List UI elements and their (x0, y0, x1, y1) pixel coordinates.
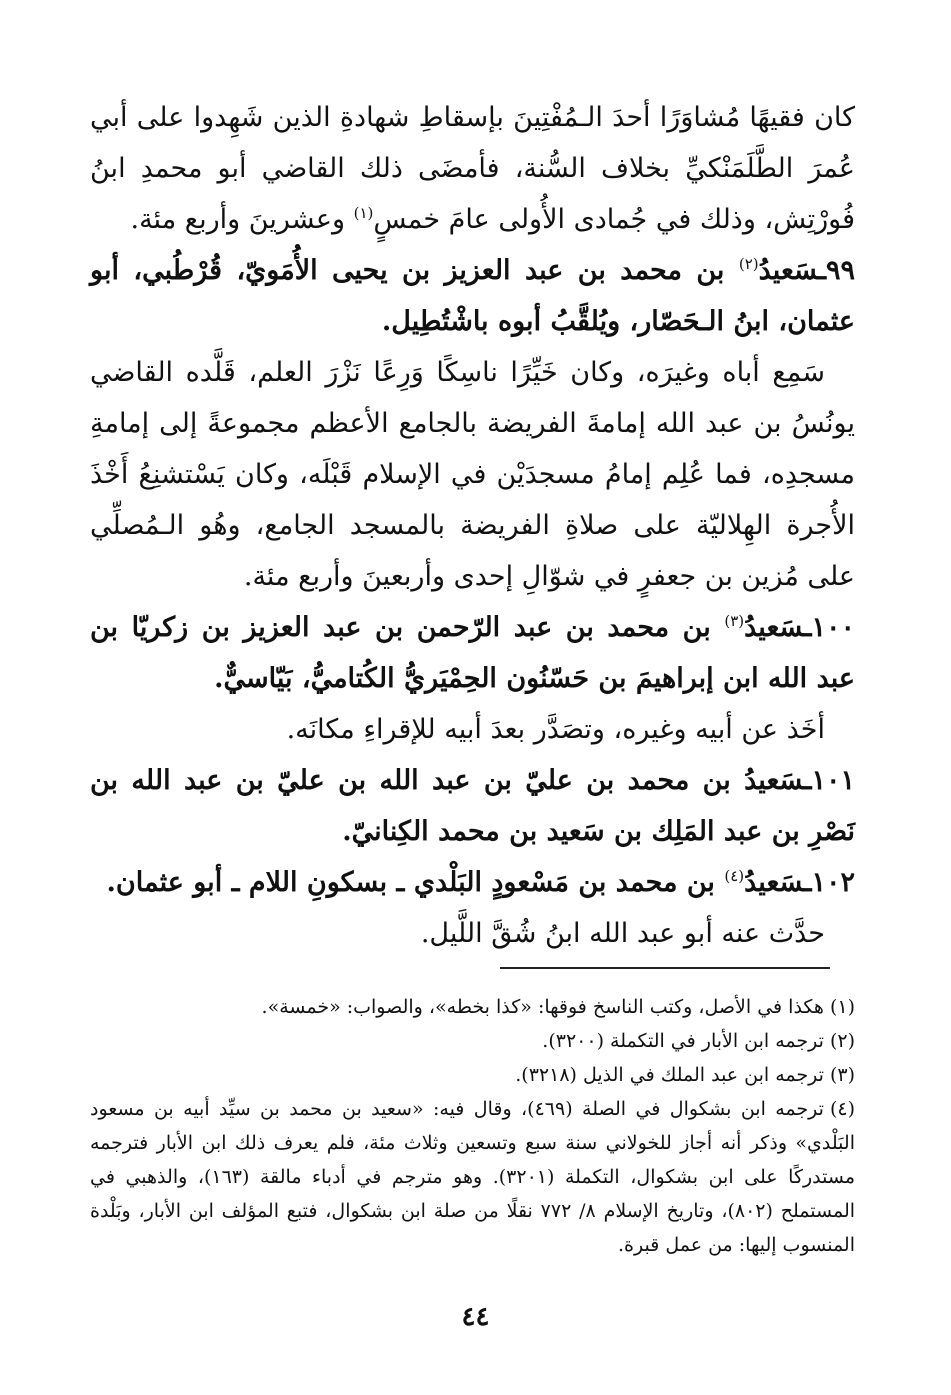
footnote-text: ترجمه ابن عبد الملك في الذيل (٣٢١٨). (515, 1064, 824, 1086)
footnote-text: ترجمه ابن بشكوال في الصلة (٤٦٩)، وقال فيه: «سعيد بن محمد بن سيِّد أبيه بن مسعود البَلْدي» وذكر أنه أجاز للخولاني سنة سبع وتسعين وثلاث مئة، فلم يعرف ذلك ابن الأبار فترجمه مستدركًا على ابن بشكوال، التكملة (٣٢٠١). وهو مترجم في أدباء مالقة (١٦٣)، والذهبي في المستملح (٨٠٢)، وتاريخ الإسلام ٨/ ٧٧٢ نقلًا من صلة ابن بشكوال، فتبع المؤلف ابن الأبار، وبَلْدة المنسوب إليها: من عمل قبرة. (90, 1098, 856, 1256)
entry-lineage: بن محمد بن مَسْعودٍ البَلْدي ـ بسكونِ اللام ـ أبو عثمان. (106, 867, 725, 898)
entry-heading-101 (90, 755, 855, 857)
footnote-1 (90, 990, 855, 1024)
entry-number: ١٠١ـ (803, 765, 855, 796)
footnote-3 (90, 1058, 855, 1092)
entry-number: ٩٩ـ (818, 255, 855, 286)
continuation-end: وعشرينَ وأربع مئة. (130, 204, 354, 235)
continuation-text: كان فقيهًا مُشاوَرًا أحدَ الـمُفْتِينَ بإسقاطِ شهادةِ الذين شَهِدوا على أبي عُمرَ الطَّلَمَنْكيِّ بخلاف السُّنة، فأمضَى ذلك القاضي أبو محمدِ ابنُ فُورْتِش، وذلك في جُمادى الأُولى عامَ خمسٍ (90, 102, 855, 235)
entry-name: سَعيدُ (744, 765, 804, 796)
footnote-text: هكذا في الأصل، وكتب الناسخ فوقها: «كذا بخطه»، والصواب: «خمسة». (261, 996, 824, 1018)
entry-name: سَعيدُ (744, 612, 804, 643)
main-text (90, 92, 855, 959)
footnote-ref-2[interactable]: (٢) (738, 255, 759, 273)
entry-heading-99 (90, 245, 855, 347)
footnote-4 (90, 1092, 855, 1262)
footnote-2 (90, 1024, 855, 1058)
footnote-label: (٣) (829, 1064, 855, 1086)
footnote-label: (١) (829, 996, 855, 1018)
footnote-ref-3[interactable]: (٣) (724, 612, 745, 630)
footnote-ref-1[interactable]: (١) (353, 204, 374, 222)
entry-name: سَعيدُ (744, 867, 804, 898)
entry-number: ١٠٢ـ (803, 867, 855, 898)
footnotes-section (90, 990, 855, 1262)
footnote-text: ترجمه ابن الأبار في التكملة (٣٢٠٠). (542, 1030, 824, 1052)
continuation-paragraph (90, 92, 855, 245)
entry-text-99: سَمِع أباه وغيرَه، وكان خَيِّرًا ناسِكًا وَرِعًا نَزْرَ العلم، قَلَّده القاضي يونُسُ بن عبد الله إمامةَ الفريضة بالجامع الأعظم مجموعةً إلى إمامةِ مسجدِه، فما عُلِم إمامُ مسجدَيْن في الإسلام قَبْلَه، وكان يَسْتشنِعُ أَخْذَ الأُجرة الهِلاليّة على صلاةِ الفريضة بالمسجد الجامع، وهُو الـمُصلِّي على مُزين بن جعفرٍ في شوّالِ إحدى وأربعينَ وأربع مئة. (90, 357, 855, 592)
entry-lineage: بن محمد بن عبد العزيز بن يحيى الأُمَويّ، قُرْطُبي، أبو عثمان، ابنُ الـحَصّار، ويُلقَّبُ أبوه باشْتُطِيل. (90, 255, 855, 337)
entry-name: سَعيدُ (758, 255, 819, 286)
footnote-ref-4[interactable]: (٤) (724, 867, 745, 885)
footnote-divider (500, 967, 830, 969)
entry-text-102: حدَّث عنه أبو عبد الله ابنُ شُقَّ اللَّيل. (420, 918, 825, 949)
entry-heading-100 (90, 602, 855, 704)
entry-heading-102 (90, 857, 855, 908)
entry-number: ١٠٠ـ (803, 612, 855, 643)
entry-lineage: بن محمد بن عليّ بن عبد الله بن عليّ بن عبد الله بن نَصْرِ بن عبد المَلِك بن سَعيد بن محمد الكِنانيّ. (90, 765, 855, 847)
entry-text-100: أخَذ عن أبيه وغيره، وتصَدَّر بعدَ أبيه للإقراءِ مكانَه. (286, 714, 825, 745)
page-number: ٤٤ (461, 1302, 490, 1332)
footnote-label: (٢) (829, 1030, 855, 1052)
entry-lineage: بن محمد بن عبد الرّحمن بن عبد العزيز بن زكريّا بن عبد الله ابن إبراهيمَ بن حَسّنُون الحِمْيَريُّ الكُتاميُّ، بَيّاسيٌّ. (90, 612, 855, 694)
footnote-label: (٤) (829, 1098, 855, 1120)
